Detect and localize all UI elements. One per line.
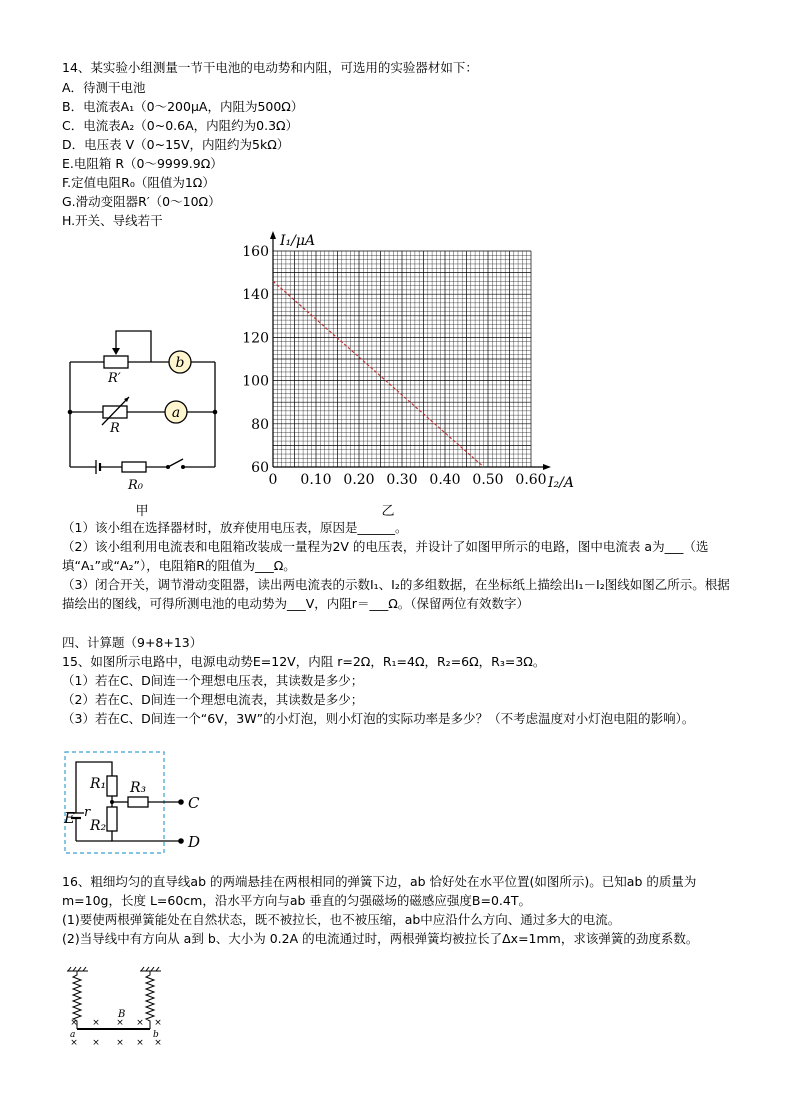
meter-b-label: b: [175, 355, 185, 371]
chart-grid: [273, 251, 531, 467]
y-tick-label: 100: [242, 373, 269, 390]
q16-sub2: (2)当导线中有方向从 a到 b、大小为 0.2A 的电流通过时，两根弹簧均被拉长了Δx=1mm，求该弹簧的劲度系数。: [62, 931, 699, 946]
q16-stem: 16、粗细均匀的直导线ab 的两端悬挂在两根相同的弹簧下边，ab 恰好处在水平位置(如图所示)。已知ab 的质量为m=10g，长度 L=60cm，沿水平方向与ab 垂直的匀强磁场的磁感应强度B=0.4T。: [62, 874, 697, 908]
x-tick-label: 0.20: [343, 472, 375, 488]
option-g: G.滑动变阻器R′（0～10Ω）: [62, 194, 221, 209]
option-c: C．电流表A₂（0~0.6A，内阻约为0.3Ω）: [62, 118, 299, 133]
svg-text:×: ×: [70, 1018, 78, 1028]
figure-jia-caption: 甲: [135, 504, 149, 519]
svg-text:×: ×: [136, 1038, 144, 1048]
end-a-label: a: [70, 1030, 76, 1040]
r2-label: R₂: [90, 818, 107, 834]
option-b: B．电流表A₁（0～200μA，内阻为500Ω）: [62, 99, 304, 114]
x-axis-arrow: [543, 464, 551, 470]
series-line: [273, 281, 484, 467]
x-tick-label: 0.10: [300, 472, 332, 488]
rheostat-label: R′: [108, 371, 121, 386]
svg-text:×: ×: [154, 1018, 162, 1028]
svg-text:×: ×: [116, 1018, 124, 1028]
internal-resistance-label: r: [84, 805, 91, 820]
q14-sub1: （1）该小组在选择器材时，放弃使用电压表，原因是______。: [62, 520, 408, 535]
svg-text:×: ×: [92, 1038, 100, 1048]
x-tick-label: 0.50: [472, 472, 504, 488]
q16-sub1: (1)要使两根弹簧能处在自然状态，既不被拉长，也不被压缩，ab中应沿什么方向、通过多大的电流。: [62, 912, 621, 927]
q14-title: 14、某实验小组测量一节干电池的电动势和内阻，可选用的实验器材如下：: [62, 60, 478, 75]
meter-a-label: a: [171, 405, 181, 421]
svg-text:×: ×: [70, 1038, 78, 1048]
option-h: H.开关、导线若干: [62, 213, 163, 228]
circuit-diagram-q15: [62, 750, 212, 855]
y-axis-label: I₁/μA: [280, 233, 316, 249]
fixed-resistor-label: R₀: [128, 478, 143, 493]
graph-yi: [238, 225, 590, 520]
q15-sub3: （3）若在C、D间连一个“6V，3W”的小灯泡，则小灯泡的实际功率是多少？（不考虑温度对小灯泡电阻的影响）。: [62, 711, 695, 726]
r3-label: R₃: [130, 780, 147, 796]
springs-figure-q16: [62, 965, 172, 1050]
option-d: D．电压表 V（0~15V，内阻约为5kΩ）: [62, 137, 290, 152]
circuit-diagram-jia: [62, 325, 232, 520]
option-e: E.电阻箱 R（0～9999.9Ω）: [62, 156, 223, 171]
figure-yi-caption: 乙: [381, 504, 395, 519]
y-tick-label: 60: [251, 460, 269, 476]
x-axis-label: I₂/A: [548, 475, 574, 491]
q14-sub3: （3）闭合开关，调节滑动变阻器，读出两电流表的示数I₁、I₂的多组数据，在坐标纸上描绘出I₁－I₂图线如图乙所示。根据描绘出的图线，可得所测电池的电动势为___V，内阻r＝___Ω。（保留两位有效数字）: [62, 577, 730, 611]
y-tick-label: 120: [242, 330, 269, 347]
svg-text:×: ×: [154, 1038, 162, 1048]
y-axis-arrow: [270, 231, 276, 239]
x-tick-label: 0: [268, 472, 278, 488]
end-b-label: b: [153, 1030, 159, 1040]
y-tick-label: 160: [242, 244, 269, 260]
svg-text:×: ×: [116, 1038, 124, 1048]
section-heading: 四、计算题（9+8+13）: [62, 635, 203, 650]
q15-sub2: （2）若在C、D间连一个理想电流表，其读数是多少；: [62, 692, 364, 707]
terminal-c-label: C: [188, 794, 200, 812]
field-b-label: B: [118, 1009, 126, 1020]
q15-sub1: （1）若在C、D间连一个理想电压表，其读数是多少；: [62, 673, 364, 688]
q15-stem: 15、如图所示电路中，电源电动势E=12V，内阻 r=2Ω，R₁=4Ω，R₂=6Ω，R₃=3Ω。: [62, 654, 546, 669]
chart-series: [273, 281, 484, 467]
x-tick-label: 0.60: [515, 472, 547, 488]
terminal-d-label: D: [188, 833, 201, 851]
option-a: A．待测干电池: [62, 80, 146, 95]
x-tick-label: 0.30: [386, 472, 418, 488]
svg-text:×: ×: [92, 1018, 100, 1028]
q14-sub2: （2）该小组利用电流表和电阻箱改装成一量程为2V 的电压表，并设计了如图甲所示的电路，图中电流表 a为___（选填“A₁”或“A₂”），电阻箱R的阻值为___Ω。: [62, 539, 709, 573]
resistance-box-label: R: [110, 421, 120, 436]
x-tick-label: 0.40: [429, 472, 461, 488]
r1-label: R₁: [90, 776, 107, 792]
emf-label: E: [64, 809, 75, 827]
option-f: F.定值电阻R₀（阻值为1Ω）: [62, 175, 215, 190]
y-tick-label: 140: [242, 287, 269, 304]
y-tick-label: 80: [251, 416, 269, 433]
svg-text:×: ×: [136, 1018, 144, 1028]
